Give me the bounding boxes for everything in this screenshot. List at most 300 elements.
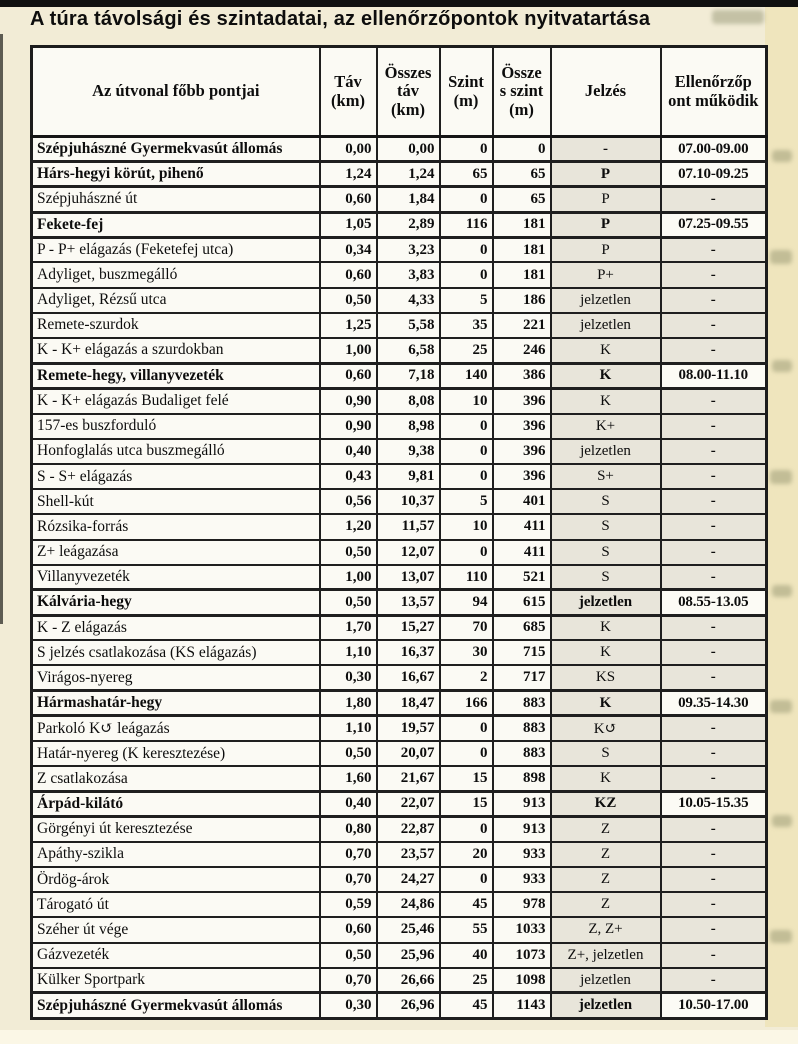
cell-tav: 1,00 [320, 338, 377, 363]
cell-jelzes: jelzetlen [551, 313, 661, 338]
header-row [32, 47, 767, 137]
col-header-distance: Táv (km) [320, 47, 377, 137]
cell-name: Tárogató út [32, 892, 320, 917]
cell-osszes-szint: 386 [493, 363, 551, 388]
cell-tav: 0,50 [320, 288, 377, 313]
cell-osszes-tav: 16,37 [377, 640, 440, 665]
cell-name: Szépjuhászné Gyermekvasút állomás [32, 993, 320, 1019]
cell-name: Z csatlakozása [32, 766, 320, 791]
table-row [32, 842, 767, 867]
table-row [32, 237, 767, 262]
table-row [32, 288, 767, 313]
tour-data-table [30, 45, 768, 1020]
cell-jelzes: KS [551, 665, 661, 690]
table-row [32, 388, 767, 413]
cell-name: Adyliget, buszmegálló [32, 262, 320, 287]
cell-jelzes: K+ [551, 414, 661, 439]
col-header-checkpoint-hours: Ellenőrzőp ont működik [661, 47, 767, 137]
cell-name: 157-es buszforduló [32, 414, 320, 439]
cell-szint: 0 [440, 741, 493, 766]
cell-jelzes: jelzetlen [551, 993, 661, 1019]
cell-osszes-szint: 65 [493, 187, 551, 212]
cell-osszes-szint: 396 [493, 414, 551, 439]
table-row [32, 313, 767, 338]
cell-osszes-szint: 401 [493, 489, 551, 514]
cell-szint: 45 [440, 993, 493, 1019]
cell-jelzes: K [551, 615, 661, 640]
cell-szint: 0 [440, 137, 493, 162]
cell-osszes-szint: 933 [493, 867, 551, 892]
cell-tav: 1,80 [320, 691, 377, 716]
cell-name: Ördög-árok [32, 867, 320, 892]
cell-osszes-tav: 22,87 [377, 817, 440, 842]
cell-jelzes: Z [551, 817, 661, 842]
cell-osszes-tav: 24,27 [377, 867, 440, 892]
bleedthrough-artifact [770, 250, 792, 264]
cell-szint: 25 [440, 338, 493, 363]
cell-jelzes: S [551, 565, 661, 590]
cell-jelzes: S [551, 540, 661, 565]
cell-osszes-tav: 26,96 [377, 993, 440, 1019]
cell-ellenorzo: 07.00-09.00 [661, 137, 767, 162]
cell-szint: 0 [440, 867, 493, 892]
cell-ellenorzo: 08.55-13.05 [661, 590, 767, 615]
cell-osszes-tav: 9,38 [377, 439, 440, 464]
cell-jelzes: P+ [551, 262, 661, 287]
table-row [32, 892, 767, 917]
col-header-total-elevation: Össze s szint (m) [493, 47, 551, 137]
bleedthrough-artifact [772, 360, 792, 372]
scan-edge-left [0, 34, 3, 624]
cell-osszes-tav: 21,67 [377, 766, 440, 791]
cell-tav: 0,50 [320, 540, 377, 565]
cell-jelzes: S [551, 489, 661, 514]
cell-ellenorzo: 10.50-17.00 [661, 993, 767, 1019]
cell-name: Z+ leágazása [32, 540, 320, 565]
cell-osszes-szint: 396 [493, 464, 551, 489]
cell-jelzes: P [551, 162, 661, 187]
cell-ellenorzo: - [661, 514, 767, 539]
cell-osszes-tav: 18,47 [377, 691, 440, 716]
cell-name: Virágos-nyereg [32, 665, 320, 690]
cell-ellenorzo: - [661, 414, 767, 439]
cell-szint: 0 [440, 439, 493, 464]
cell-osszes-tav: 0,00 [377, 137, 440, 162]
cell-szint: 0 [440, 237, 493, 262]
cell-name: Határ-nyereg (K keresztezése) [32, 741, 320, 766]
cell-szint: 70 [440, 615, 493, 640]
cell-name: Görgényi út keresztezése [32, 817, 320, 842]
cell-ellenorzo: - [661, 968, 767, 993]
cell-tav: 0,50 [320, 741, 377, 766]
cell-tav: 0,60 [320, 917, 377, 942]
cell-tav: 1,70 [320, 615, 377, 640]
cell-szint: 45 [440, 892, 493, 917]
cell-name: Shell-kút [32, 489, 320, 514]
cell-name: Szépjuhászné Gyermekvasút állomás [32, 137, 320, 162]
cell-tav: 0,43 [320, 464, 377, 489]
cell-name: Apáthy-szikla [32, 842, 320, 867]
cell-ellenorzo: 10.05-15.35 [661, 791, 767, 816]
col-header-trail-mark: Jelzés [551, 47, 661, 137]
table-row [32, 640, 767, 665]
cell-szint: 116 [440, 212, 493, 237]
cell-osszes-szint: 65 [493, 162, 551, 187]
table-row [32, 691, 767, 716]
cell-osszes-szint: 0 [493, 137, 551, 162]
cell-osszes-tav: 15,27 [377, 615, 440, 640]
col-header-total-distance: Összes táv (km) [377, 47, 440, 137]
cell-osszes-tav: 1,84 [377, 187, 440, 212]
cell-name: S - S+ elágazás [32, 464, 320, 489]
cell-tav: 1,20 [320, 514, 377, 539]
cell-ellenorzo: - [661, 439, 767, 464]
cell-jelzes: S [551, 741, 661, 766]
table-row [32, 665, 767, 690]
cell-name: Kálvária-hegy [32, 590, 320, 615]
cell-osszes-tav: 6,58 [377, 338, 440, 363]
bleedthrough-artifact [770, 470, 792, 484]
cell-osszes-szint: 913 [493, 791, 551, 816]
cell-osszes-szint: 411 [493, 514, 551, 539]
bleedthrough-artifact [772, 150, 792, 162]
cell-jelzes: K [551, 338, 661, 363]
cell-tav: 1,10 [320, 640, 377, 665]
cell-osszes-tav: 24,86 [377, 892, 440, 917]
cell-osszes-tav: 22,07 [377, 791, 440, 816]
cell-osszes-tav: 3,23 [377, 237, 440, 262]
cell-ellenorzo: - [661, 817, 767, 842]
cell-ellenorzo: 07.10-09.25 [661, 162, 767, 187]
cell-jelzes: Z+, jelzetlen [551, 943, 661, 968]
cell-szint: 0 [440, 540, 493, 565]
cell-ellenorzo: - [661, 867, 767, 892]
col-header-route-points: Az útvonal főbb pontjai [32, 47, 320, 137]
cell-tav: 0,60 [320, 363, 377, 388]
cell-szint: 5 [440, 489, 493, 514]
cell-jelzes: jelzetlen [551, 439, 661, 464]
cell-jelzes: jelzetlen [551, 968, 661, 993]
cell-jelzes: KZ [551, 791, 661, 816]
table-body [32, 137, 767, 1019]
cell-tav: 0,90 [320, 414, 377, 439]
table-row [32, 414, 767, 439]
cell-name: Gázvezeték [32, 943, 320, 968]
cell-ellenorzo: 08.00-11.10 [661, 363, 767, 388]
cell-tav: 0,90 [320, 388, 377, 413]
cell-name: Széher út vége [32, 917, 320, 942]
cell-tav: 0,70 [320, 867, 377, 892]
cell-osszes-szint: 1143 [493, 993, 551, 1019]
cell-tav: 0,56 [320, 489, 377, 514]
cell-jelzes: K [551, 766, 661, 791]
table-row [32, 817, 767, 842]
cell-ellenorzo: - [661, 237, 767, 262]
cell-osszes-szint: 181 [493, 212, 551, 237]
cell-ellenorzo: - [661, 766, 767, 791]
cell-osszes-szint: 186 [493, 288, 551, 313]
cell-szint: 40 [440, 943, 493, 968]
table-row [32, 590, 767, 615]
cell-tav: 1,60 [320, 766, 377, 791]
cell-osszes-tav: 3,83 [377, 262, 440, 287]
cell-osszes-tav: 2,89 [377, 212, 440, 237]
table-row [32, 791, 767, 816]
cell-szint: 166 [440, 691, 493, 716]
cell-szint: 10 [440, 388, 493, 413]
cell-jelzes: Z, Z+ [551, 917, 661, 942]
cell-tav: 1,05 [320, 212, 377, 237]
table-row [32, 867, 767, 892]
cell-tav: 0,30 [320, 993, 377, 1019]
cell-szint: 0 [440, 262, 493, 287]
table-row [32, 514, 767, 539]
table-header [32, 47, 767, 137]
cell-osszes-tav: 16,67 [377, 665, 440, 690]
cell-name: Remete-szurdok [32, 313, 320, 338]
cell-tav: 0,00 [320, 137, 377, 162]
cell-name: K - K+ elágazás Budaliget felé [32, 388, 320, 413]
cell-tav: 0,60 [320, 262, 377, 287]
cell-ellenorzo: - [661, 615, 767, 640]
cell-osszes-tav: 4,33 [377, 288, 440, 313]
cell-ellenorzo: 09.35-14.30 [661, 691, 767, 716]
cell-osszes-tav: 13,57 [377, 590, 440, 615]
cell-osszes-szint: 717 [493, 665, 551, 690]
table-row [32, 943, 767, 968]
cell-osszes-szint: 246 [493, 338, 551, 363]
cell-osszes-tav: 25,46 [377, 917, 440, 942]
cell-name: K - K+ elágazás a szurdokban [32, 338, 320, 363]
cell-name: S jelzés csatlakozása (KS elágazás) [32, 640, 320, 665]
table-row [32, 540, 767, 565]
cell-osszes-szint: 396 [493, 388, 551, 413]
cell-osszes-szint: 411 [493, 540, 551, 565]
bleedthrough-artifact [770, 700, 792, 713]
table-row [32, 968, 767, 993]
cell-jelzes: S [551, 514, 661, 539]
cell-szint: 0 [440, 817, 493, 842]
cell-szint: 15 [440, 791, 493, 816]
table-row [32, 338, 767, 363]
cell-ellenorzo: - [661, 565, 767, 590]
cell-jelzes: P [551, 237, 661, 262]
cell-jelzes: K↺ [551, 716, 661, 741]
cell-szint: 94 [440, 590, 493, 615]
cell-szint: 0 [440, 187, 493, 212]
cell-osszes-szint: 1073 [493, 943, 551, 968]
cell-osszes-szint: 898 [493, 766, 551, 791]
cell-tav: 0,40 [320, 791, 377, 816]
table-row [32, 187, 767, 212]
cell-name: K - Z elágazás [32, 615, 320, 640]
cell-osszes-tav: 19,57 [377, 716, 440, 741]
cell-ellenorzo: - [661, 262, 767, 287]
table-row [32, 615, 767, 640]
cell-name: Rózsika-forrás [32, 514, 320, 539]
cell-osszes-szint: 221 [493, 313, 551, 338]
cell-tav: 0,50 [320, 590, 377, 615]
cell-osszes-tav: 12,07 [377, 540, 440, 565]
cell-tav: 0,59 [320, 892, 377, 917]
table-row [32, 993, 767, 1019]
cell-jelzes: Z [551, 842, 661, 867]
cell-ellenorzo: - [661, 943, 767, 968]
cell-jelzes: - [551, 137, 661, 162]
cell-jelzes: S+ [551, 464, 661, 489]
cell-ellenorzo: - [661, 892, 767, 917]
cell-szint: 0 [440, 716, 493, 741]
cell-tav: 0,30 [320, 665, 377, 690]
cell-ellenorzo: - [661, 288, 767, 313]
cell-tav: 0,60 [320, 187, 377, 212]
cell-osszes-szint: 1033 [493, 917, 551, 942]
cell-osszes-tav: 25,96 [377, 943, 440, 968]
cell-szint: 20 [440, 842, 493, 867]
table-row [32, 262, 767, 287]
table-row [32, 137, 767, 162]
cell-osszes-tav: 11,57 [377, 514, 440, 539]
cell-tav: 1,24 [320, 162, 377, 187]
cell-osszes-tav: 8,08 [377, 388, 440, 413]
cell-osszes-szint: 181 [493, 237, 551, 262]
cell-szint: 15 [440, 766, 493, 791]
cell-name: Szépjuhászné út [32, 187, 320, 212]
cell-osszes-szint: 181 [493, 262, 551, 287]
cell-tav: 0,70 [320, 968, 377, 993]
cell-name: Külker Sportpark [32, 968, 320, 993]
cell-tav: 1,25 [320, 313, 377, 338]
cell-osszes-tav: 23,57 [377, 842, 440, 867]
table-row [32, 917, 767, 942]
cell-jelzes: jelzetlen [551, 590, 661, 615]
cell-name: Villanyvezeték [32, 565, 320, 590]
cell-szint: 2 [440, 665, 493, 690]
table-row [32, 162, 767, 187]
page-title: A túra távolsági és szintadatai, az ellenőrzőpontok nyitvatartása [30, 8, 651, 30]
cell-osszes-szint: 978 [493, 892, 551, 917]
table-row [32, 363, 767, 388]
cell-szint: 0 [440, 464, 493, 489]
cell-tav: 1,00 [320, 565, 377, 590]
bleedthrough-artifact [770, 930, 792, 943]
cell-ellenorzo: - [661, 187, 767, 212]
cell-ellenorzo: - [661, 489, 767, 514]
cell-name: Honfoglalás utca buszmegálló [32, 439, 320, 464]
cell-name: P - P+ elágazás (Feketefej utca) [32, 237, 320, 262]
cell-osszes-szint: 883 [493, 741, 551, 766]
table-row [32, 565, 767, 590]
cell-osszes-szint: 521 [493, 565, 551, 590]
cell-osszes-szint: 883 [493, 691, 551, 716]
table-row [32, 439, 767, 464]
cell-szint: 5 [440, 288, 493, 313]
cell-ellenorzo: - [661, 917, 767, 942]
cell-szint: 55 [440, 917, 493, 942]
cell-name: Remete-hegy, villanyvezeték [32, 363, 320, 388]
cell-szint: 65 [440, 162, 493, 187]
cell-jelzes: Z [551, 867, 661, 892]
scan-edge-top [0, 0, 798, 7]
bleedthrough-artifact [772, 815, 792, 827]
table-row [32, 489, 767, 514]
cell-szint: 35 [440, 313, 493, 338]
cell-jelzes: K [551, 388, 661, 413]
col-header-elevation: Szint (m) [440, 47, 493, 137]
cell-ellenorzo: - [661, 388, 767, 413]
cell-osszes-szint: 396 [493, 439, 551, 464]
cell-osszes-tav: 10,37 [377, 489, 440, 514]
cell-name: Árpád-kilátó [32, 791, 320, 816]
cell-jelzes: K [551, 363, 661, 388]
cell-szint: 0 [440, 414, 493, 439]
cell-ellenorzo: - [661, 313, 767, 338]
cell-osszes-tav: 26,66 [377, 968, 440, 993]
cell-name: Fekete-fej [32, 212, 320, 237]
cell-ellenorzo: - [661, 640, 767, 665]
cell-tav: 0,40 [320, 439, 377, 464]
cell-ellenorzo: - [661, 338, 767, 363]
cell-osszes-szint: 685 [493, 615, 551, 640]
cell-ellenorzo: - [661, 464, 767, 489]
cell-szint: 10 [440, 514, 493, 539]
cell-szint: 140 [440, 363, 493, 388]
cell-jelzes: P [551, 212, 661, 237]
cell-ellenorzo: - [661, 665, 767, 690]
cell-jelzes: Z [551, 892, 661, 917]
cell-osszes-szint: 1098 [493, 968, 551, 993]
cell-ellenorzo: 07.25-09.55 [661, 212, 767, 237]
cell-osszes-szint: 615 [493, 590, 551, 615]
cell-osszes-tav: 5,58 [377, 313, 440, 338]
table-row [32, 212, 767, 237]
cell-ellenorzo: - [661, 540, 767, 565]
cell-osszes-tav: 9,81 [377, 464, 440, 489]
cell-osszes-tav: 8,98 [377, 414, 440, 439]
table-row [32, 741, 767, 766]
cell-szint: 25 [440, 968, 493, 993]
cell-szint: 30 [440, 640, 493, 665]
cell-name: Parkoló K↺ leágazás [32, 716, 320, 741]
cell-jelzes: K [551, 640, 661, 665]
table-row [32, 464, 767, 489]
cell-name: Hármashatár-hegy [32, 691, 320, 716]
cell-name: Adyliget, Rézsű utca [32, 288, 320, 313]
cell-osszes-tav: 20,07 [377, 741, 440, 766]
cell-osszes-tav: 13,07 [377, 565, 440, 590]
table-row [32, 766, 767, 791]
bleedthrough-artifact [772, 585, 792, 597]
cell-ellenorzo: - [661, 716, 767, 741]
cell-szint: 110 [440, 565, 493, 590]
cell-tav: 0,50 [320, 943, 377, 968]
cell-osszes-tav: 1,24 [377, 162, 440, 187]
cell-osszes-szint: 913 [493, 817, 551, 842]
cell-osszes-szint: 715 [493, 640, 551, 665]
cell-ellenorzo: - [661, 842, 767, 867]
cell-osszes-szint: 933 [493, 842, 551, 867]
cell-jelzes: K [551, 691, 661, 716]
cell-osszes-szint: 883 [493, 716, 551, 741]
cell-osszes-tav: 7,18 [377, 363, 440, 388]
cell-name: Hárs-hegyi körút, pihenő [32, 162, 320, 187]
cell-tav: 0,34 [320, 237, 377, 262]
cell-jelzes: jelzetlen [551, 288, 661, 313]
scan-edge-bottom [0, 1030, 798, 1044]
table-row [32, 716, 767, 741]
cell-tav: 0,80 [320, 817, 377, 842]
cell-tav: 1,10 [320, 716, 377, 741]
